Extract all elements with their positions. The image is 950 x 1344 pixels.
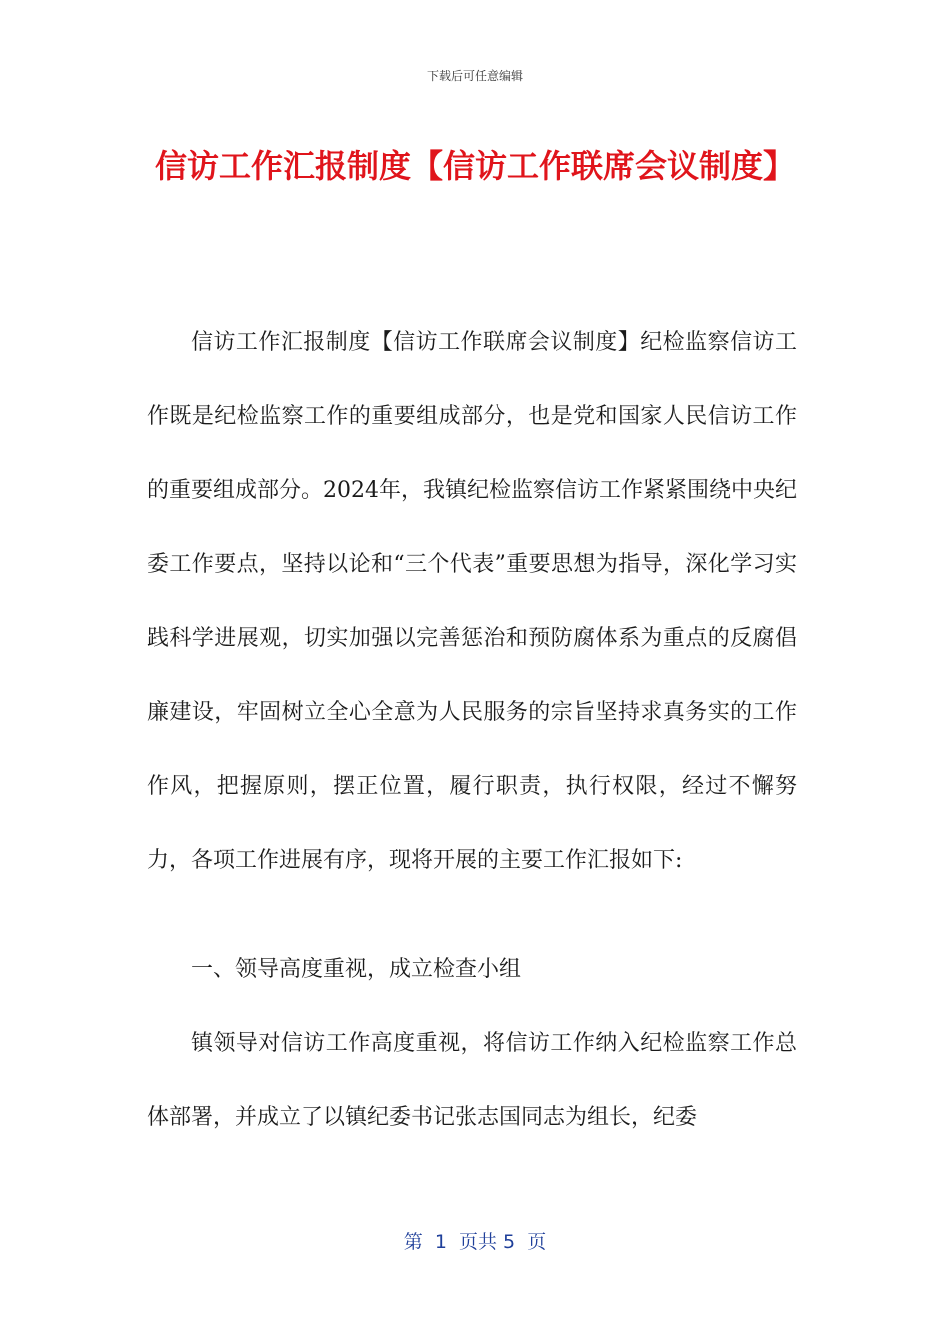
section-heading-1: 一、领导高度重视，成立检查小组 bbox=[191, 957, 522, 982]
paragraph-section-1: 镇领导对信访工作高度重视，将信访工作纳入纪检监察工作总体部署，并成立了以镇纪委书记张志国同志为组长，纪委 bbox=[147, 1031, 797, 1130]
page-footer: 第 1 页共 5 页 bbox=[403, 1231, 547, 1253]
paragraph-intro: 信访工作汇报制度【信访工作联席会议制度】纪检监察信访工作既是纪检监察工作的重要组成部分，也是党和国家人民信访工作的重要组成部分。2024年，我镇纪检监察信访工作紧紧围绕中央纪委工作要点，坚持以论和“三个代表”重要思想为指导，深化学习实践科学进展观，切实加强以完善惩治和预防腐体系为重点的反腐倡廉建设，牢固树立全心全意为人民服务的宗旨坚持求真务实的工作作风，把握原则，摆正位置，履行职责，执行权限，经过不懈努力，各项工作进展有序，现将开展的主要工作汇报如下: bbox=[147, 330, 797, 873]
document-title: 信访工作汇报制度【信访工作联席会议制度】 bbox=[154, 147, 795, 185]
header-note: 下载后可任意编辑 bbox=[426, 69, 523, 83]
document-body bbox=[147, 324, 797, 1190]
